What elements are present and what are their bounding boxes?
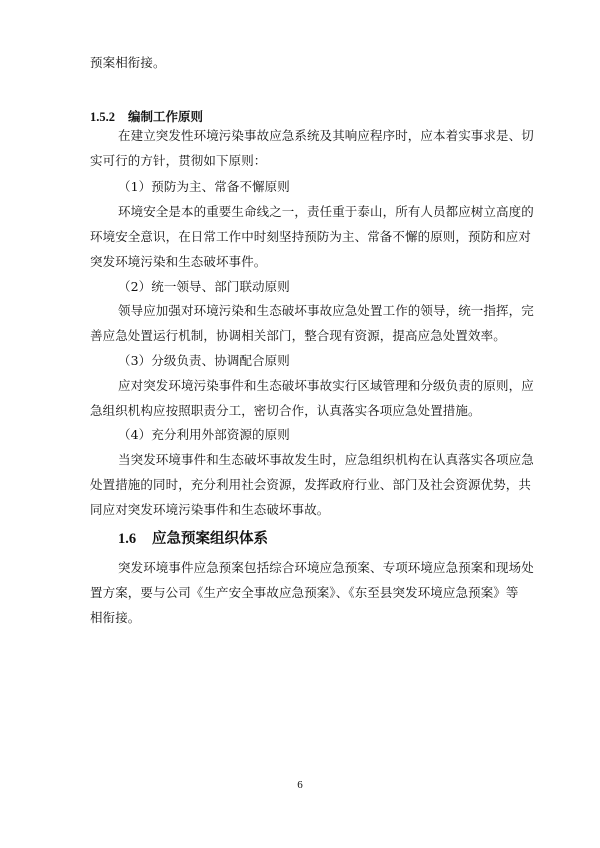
principle-4-line-2: 处置措施的同时，充分利用社会资源，发挥政府行业、部门及社会资源优势，共 [90,477,532,492]
principle-1-line-1: 环境安全是本的重要生命线之一，责任重于泰山，所有人员都应树立高度的 [118,204,534,219]
principle-4-heading: （4）充分利用外部资源的原则 [118,427,290,442]
sec16-line-3: 相衔接。 [90,610,141,625]
sec16-line-1: 突发环境事件应急预案包括综合环境应急预案、专项环境应急预案和现场处 [118,560,534,575]
principle-3-line-1: 应对突发环境污染事件和生态破坏事故实行区域管理和分级负责的原则，应 [118,378,534,393]
section-title: 编制工作原则 [128,110,204,124]
principle-4-line-3: 同应对突发环境污染事件和生态破坏事故。 [90,502,330,517]
principle-3-heading: （3）分级负责、协调配合原则 [118,353,290,368]
principle-2-heading: （2）统一领导、部门联动原则 [118,279,290,294]
principle-3-line-2: 急组织机构应按照职责分工，密切合作，认真落实各项应急处置措施。 [90,403,481,418]
principle-2-line-1: 领导应加强对环境污染和生态破坏事故应急处置工作的领导，统一指挥，完 [118,303,534,318]
intro-line-2: 实可行的方针，贯彻如下原则： [90,153,267,168]
page-number: 6 [297,779,303,791]
principle-4-line-1: 当突发环境事件和生态破坏事故发生时，应急组织机构在认真落实各项应急 [118,452,534,467]
intro-line-1: 在建立突发性环境污染事故应急系统及其响应程序时，应本着实事求是、切 [118,128,534,143]
section-heading-1-5-2 [90,107,203,125]
section-title: 应急预案组织体系 [152,530,268,547]
principle-1-heading: （1）预防为主、常备不懈原则 [118,179,290,194]
principle-1-line-3: 突发环境污染和生态破坏事件。 [90,254,267,269]
sec16-line-2: 置方案，要与公司《生产安全事故应急预案》、《东至县突发环境应急预案》等 [90,585,519,600]
principle-2-line-2: 善应急处置运行机制，协调相关部门，整合现有资源，提高应急处置效率。 [90,328,506,343]
section-number: 1.5.2 [90,110,115,124]
carryover-line: 预案相衔接。 [90,55,166,70]
section-number: 1.6 [118,531,137,547]
section-heading-1-6 [118,527,268,548]
principle-1-line-2: 环境安全意识，在日常工作中时刻坚持预防为主、常备不懈的原则，预防和应对 [90,229,532,244]
